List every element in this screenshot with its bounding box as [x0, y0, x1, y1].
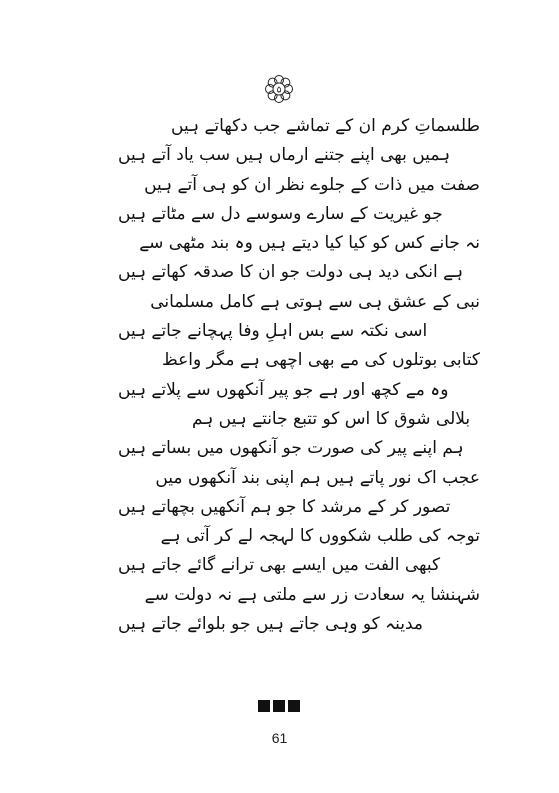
verse-line: ہے انکی دید ہی دولت جو ان کا صدقہ کھاتے ہیں: [118, 262, 464, 283]
verse-line: توجہ کی طلب شکووں کا لہجہ لے کر آتی ہے: [160, 526, 480, 547]
verse-line: وہ مے کچھ اور ہے جو پیر آنکھوں سے پلاتے ہیں: [118, 379, 449, 400]
verse-line: عجب اک نور پاتے ہیں ہم اپنی بند آنکھوں میں: [155, 467, 480, 488]
verse-line: کتابی بوتلوں کی مے بھی اچھی ہے مگر واعظ: [162, 350, 480, 371]
verse-line: ہم اپنے پیر کی صورت جو آنکھوں میں بساتے ہیں: [118, 438, 464, 459]
square-bullet-icon: [258, 700, 270, 712]
verse-line: تصور کر کے مرشد کا جو ہم آنکھیں بچھاتے ہیں: [118, 496, 451, 517]
page-number: 61: [271, 730, 288, 746]
verse-line: کبھی الفت میں ایسے بھی ترانے گائے جاتے ہیں: [118, 555, 441, 576]
square-bullet-icon: [273, 700, 285, 712]
verse-line: شہنشا یہ سعادت زر سے ملتی ہے نہ دولت سے: [144, 584, 480, 605]
verse-line: طلسماتِ کرم ان کے تماشے جب دکھاتے ہیں: [171, 116, 480, 136]
verse-line: صفت میں ذات کے جلوے نظر ان کو ہی آتے ہیں: [144, 174, 480, 195]
verse-line: نبی کے عشق ہی سے ہوتی ہے کامل مسلمانی: [150, 291, 480, 312]
verse-line: ہمیں بھی اپنے جتنے ارماں ہیں سب یاد آتے ہیں: [118, 145, 451, 166]
rosette-ornament-icon: [264, 74, 294, 104]
verse-line: جو غیریت کے سارے وسوسے دل سے مٹاتے ہیں: [118, 203, 443, 224]
verse-line: بلالی شوق کا اس کو تتبع جانتے ہیں ہم: [192, 408, 471, 429]
verse-line: نہ جانے کس کو کیا کیا دیتے ہیں وہ بند مٹھی سے: [139, 233, 480, 254]
verse-line: مدینہ کو وہی جاتے ہیں جو بلوائے جاتے ہیں: [118, 614, 423, 635]
ornament-glyph: ۵: [276, 85, 282, 96]
poem-body: [80, 112, 480, 639]
square-bullet-icon: [288, 700, 300, 712]
verse-line: اسی نکتہ سے بس اہلِ وفا پہچانے جاتے ہیں: [118, 321, 428, 342]
section-end-ornament: [258, 700, 300, 712]
